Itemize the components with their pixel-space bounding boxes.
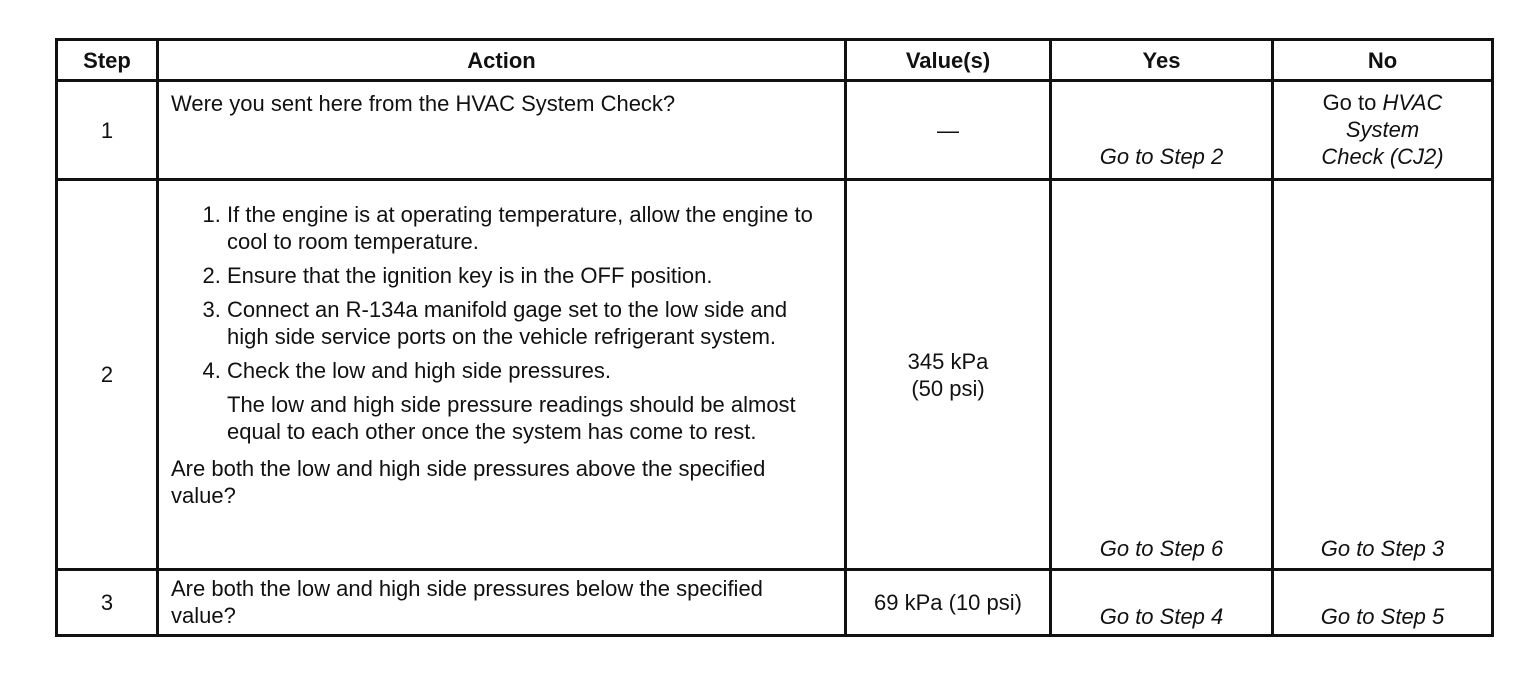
value-text: 69 kPa (10 psi) [874,590,1022,615]
action-cell [158,570,846,636]
yes-goto-link[interactable]: Go to Step 4 [1099,604,1224,629]
table-row-step-1 [57,81,1493,180]
action-question: Were you sent here from the HVAC System Check? [171,91,676,116]
action-question: Are both the low and high side pressures above the specified value? [171,456,766,508]
step-number: 2 [57,180,158,570]
action-step-item: 3. Connect an R-134a manifold gage set to the low side and high side service ports on the vehicle refrigerant system. [227,296,832,350]
table-row-step-3 [57,570,1493,636]
value-cell [846,180,1051,570]
action-cell [158,180,846,570]
action-step-item: 4. Check the low and high side pressures. [227,357,832,384]
yes-cell [1051,570,1273,636]
action-step-item: 2. Ensure that the ignition key is in the OFF position. [227,262,832,289]
action-cell [158,81,846,180]
yes-cell [1051,180,1273,570]
header-no: No [1273,40,1493,81]
header-action: Action [158,40,846,81]
yes-cell [1051,81,1273,180]
step-number: 1 [57,81,158,180]
no-goto-link-line1[interactable]: HVAC [1382,90,1443,115]
action-question: Are both the low and high side pressures below the specified value? [171,576,763,628]
no-goto-link[interactable]: Go to Step 3 [1320,536,1445,561]
value-line-2: (50 psi) [911,375,985,401]
no-cell [1273,570,1493,636]
no-goto-prefix: Go to [1322,90,1377,115]
yes-goto-link[interactable]: Go to Step 6 [1099,536,1224,561]
action-note: The low and high side pressure readings should be almost equal to each other once the system has come to rest. [227,392,796,444]
no-goto-link-line3[interactable]: Check (CJ2) [1321,144,1444,169]
no-cell [1273,180,1493,570]
diagnostic-table [55,38,1494,637]
table-row-step-2 [57,180,1493,570]
header-values: Value(s) [846,40,1051,81]
action-steps-list [171,201,832,384]
value-text: — [937,117,959,143]
value-cell [846,570,1051,636]
header-step: Step [57,40,158,81]
value-line-1: 345 kPa [907,348,989,374]
header-row [57,40,1493,81]
step-number: 3 [57,570,158,636]
header-yes: Yes [1051,40,1273,81]
no-goto-link[interactable]: Go to Step 5 [1320,604,1445,629]
yes-goto-link[interactable]: Go to Step 2 [1099,144,1224,169]
action-step-item: 1. If the engine is at operating temperature, allow the engine to cool to room temperature. [227,201,832,255]
value-cell [846,81,1051,180]
no-goto-link-line2[interactable]: System [1345,117,1420,142]
no-cell [1273,81,1493,180]
